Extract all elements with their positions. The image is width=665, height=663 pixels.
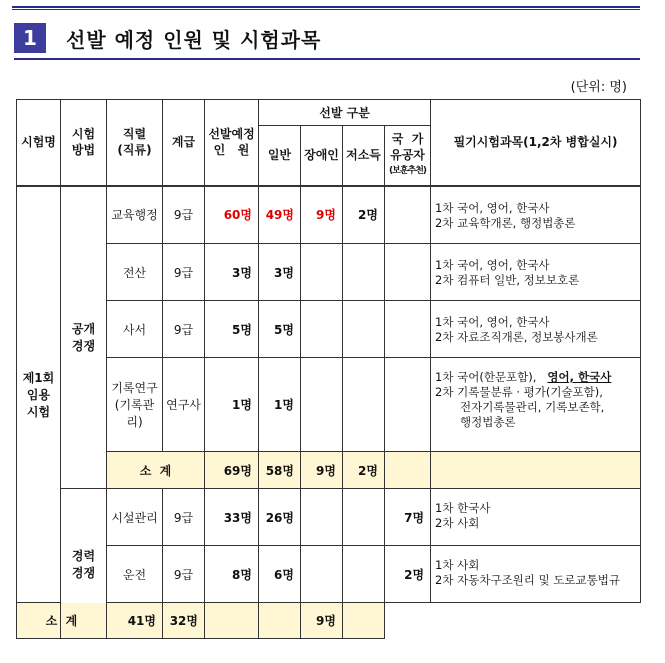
subtotal-low-income: [259, 603, 301, 639]
merit-cell: [385, 358, 431, 452]
low-income-cell: [343, 244, 385, 301]
method-open-cell: 공개 경쟁: [61, 186, 107, 489]
planned-cell: 60명: [205, 186, 259, 244]
table-row: [17, 186, 641, 244]
general-cell: 49명: [259, 186, 301, 244]
method-career-cell: 경력 경쟁: [61, 489, 107, 639]
low-income-cell: [343, 301, 385, 358]
subjects-cell: 1차 국어(한문포함), 영어, 한국사 2차 기록물분류 · 평가(기술포함), 전자기록물관리, 기록보존학, 행정법총론: [431, 358, 641, 452]
subjects-cell: 1차 한국사 2차 사회: [431, 489, 641, 546]
grade-cell: 9급: [163, 546, 205, 603]
section-title: 선발 예정 인원 및 시험과목: [66, 28, 322, 52]
subtotal-general: 32명: [163, 603, 205, 639]
header-subjects: 필기시험과목(1,2차 병합실시): [431, 100, 641, 186]
general-cell: 6명: [259, 546, 301, 603]
header-exam-name: 시험명: [17, 100, 61, 186]
position-cell: 운전: [107, 546, 163, 603]
header-low-income: 저소득: [343, 126, 385, 186]
disabled-cell: [301, 301, 343, 358]
section-number: 1: [14, 23, 46, 53]
subtotal-label: 소 계: [107, 452, 205, 489]
header-position: 직렬 (직류): [107, 100, 163, 186]
merit-cell: [385, 244, 431, 301]
merit-cell: [385, 301, 431, 358]
disabled-cell: [301, 546, 343, 603]
position-cell: 교육행정: [107, 186, 163, 244]
subjects-cell: 1차 국어, 영어, 한국사 2차 자료조직개론, 정보봉사개론: [431, 301, 641, 358]
grade-cell: 연구사: [163, 358, 205, 452]
general-cell: 1명: [259, 358, 301, 452]
grade-cell: 9급: [163, 301, 205, 358]
position-cell: 전산: [107, 244, 163, 301]
exam-name-cell: 제1회 임용 시험: [17, 186, 61, 603]
header-planned: 선발예정 인 원: [205, 100, 259, 186]
disabled-cell: 9명: [301, 186, 343, 244]
subtotal-planned: 69명: [205, 452, 259, 489]
section-underline: [14, 58, 640, 60]
subtotal-general: 58명: [259, 452, 301, 489]
selection-table: [16, 99, 641, 639]
merit-cell: 2명: [385, 546, 431, 603]
header-general: 일반: [259, 126, 301, 186]
planned-cell: 3명: [205, 244, 259, 301]
header-grade: 계급: [163, 100, 205, 186]
header-exam-method: 시험 방법: [61, 100, 107, 186]
subtotal-subjects: [431, 452, 641, 489]
subtotal-low-income: 2명: [343, 452, 385, 489]
merit-cell: 7명: [385, 489, 431, 546]
subtotal-row: [17, 603, 641, 639]
grade-cell: 9급: [163, 186, 205, 244]
header-selection: 선발 구분: [259, 100, 431, 126]
table-row: [17, 244, 641, 301]
disabled-cell: [301, 244, 343, 301]
table-row: [17, 489, 641, 546]
header-merit: 국 가 유공자 (보훈추천): [385, 126, 431, 186]
merit-cell: [385, 186, 431, 244]
unit-note: (단위: 명): [570, 80, 627, 95]
grade-cell: 9급: [163, 489, 205, 546]
header-disabled: 장애인: [301, 126, 343, 186]
general-cell: 3명: [259, 244, 301, 301]
low-income-cell: [343, 489, 385, 546]
subtotal-merit: [385, 452, 431, 489]
planned-cell: 1명: [205, 358, 259, 452]
subtotal-row: [17, 452, 641, 489]
subtotal-subjects: [343, 603, 385, 639]
low-income-cell: 2명: [343, 186, 385, 244]
subjects-cell: 1차 국어, 영어, 한국사 2차 컴퓨터 일반, 정보보호론: [431, 244, 641, 301]
planned-cell: 8명: [205, 546, 259, 603]
position-cell: 기록연구 (기록관리): [107, 358, 163, 452]
subtotal-disabled: 9명: [301, 452, 343, 489]
subjects-cell: 1차 사회 2차 자동차구조원리 및 도로교통법규: [431, 546, 641, 603]
subjects-cell: 1차 국어, 영어, 한국사 2차 교육학개론, 행정법총론: [431, 186, 641, 244]
subtotal-label: 소 계: [17, 603, 107, 639]
general-cell: 26명: [259, 489, 301, 546]
subtotal-merit: 9명: [301, 603, 343, 639]
top-rule: [12, 6, 640, 8]
low-income-cell: [343, 546, 385, 603]
table-row: [17, 301, 641, 358]
general-cell: 5명: [259, 301, 301, 358]
table-row: [17, 358, 641, 452]
disabled-cell: [301, 489, 343, 546]
planned-cell: 33명: [205, 489, 259, 546]
disabled-cell: [301, 358, 343, 452]
table-row: [17, 546, 641, 603]
planned-cell: 5명: [205, 301, 259, 358]
low-income-cell: [343, 358, 385, 452]
subtotal-disabled: [205, 603, 259, 639]
position-cell: 사서: [107, 301, 163, 358]
position-cell: 시설관리: [107, 489, 163, 546]
top-rule-thin: [12, 9, 640, 10]
grade-cell: 9급: [163, 244, 205, 301]
subtotal-planned: 41명: [107, 603, 163, 639]
